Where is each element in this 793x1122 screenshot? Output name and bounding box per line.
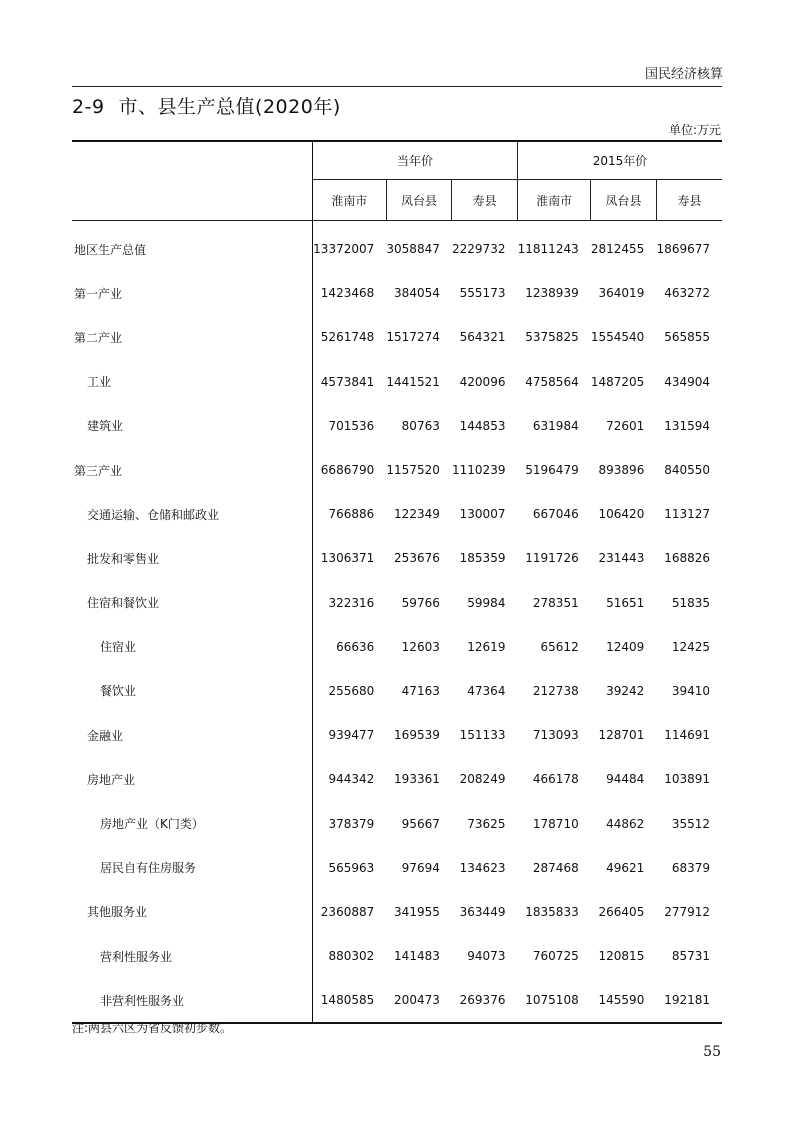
table-cell: 1157520 bbox=[386, 463, 440, 478]
table-row bbox=[72, 315, 722, 359]
column-header: 寿县 bbox=[452, 180, 518, 221]
footnote: 注:两县六区为省反馈初步数。 bbox=[72, 1021, 233, 1035]
table-cell: 47364 bbox=[467, 683, 506, 698]
table-cell: 103891 bbox=[664, 772, 710, 787]
table-row bbox=[72, 978, 722, 1023]
table-cell: 266405 bbox=[598, 904, 645, 919]
table-row bbox=[72, 581, 722, 625]
row-label: 批发和零售业 bbox=[72, 536, 313, 580]
table-row bbox=[72, 536, 722, 580]
table-cell: 253676 bbox=[394, 551, 440, 566]
table-cell: 151133 bbox=[459, 728, 506, 743]
table-cell: 192181 bbox=[656, 978, 722, 1023]
table-cell: 85731 bbox=[671, 949, 710, 964]
table-cell: 1869677 bbox=[656, 242, 710, 257]
table-cell: 278351 bbox=[532, 595, 579, 610]
table-cell: 555173 bbox=[459, 286, 506, 301]
row-label: 房地产业 bbox=[72, 757, 313, 801]
table-cell: 1480585 bbox=[313, 978, 387, 1023]
section-name: 国民经济核算 bbox=[644, 67, 723, 82]
table-cell: 565963 bbox=[328, 860, 375, 875]
row-label: 第一产业 bbox=[72, 271, 313, 315]
table-cell: 169539 bbox=[394, 728, 440, 743]
table-cell: 255680 bbox=[328, 683, 375, 698]
stub-header bbox=[72, 141, 313, 221]
table-cell: 378379 bbox=[328, 816, 375, 831]
table-cell: 893896 bbox=[598, 463, 645, 478]
table-cell: 363449 bbox=[459, 904, 506, 919]
unit-label: 单位:万元 bbox=[668, 123, 721, 137]
table-cell: 1835833 bbox=[525, 904, 579, 919]
table-cell: 5375825 bbox=[525, 330, 579, 345]
table-row bbox=[72, 221, 722, 272]
table-row bbox=[72, 801, 722, 845]
row-label: 地区生产总值 bbox=[72, 221, 313, 272]
column-header: 淮南市 bbox=[313, 180, 387, 221]
table-cell: 113127 bbox=[664, 507, 710, 522]
table-cell: 39242 bbox=[606, 683, 645, 698]
table-row bbox=[72, 713, 722, 757]
table-cell: 35512 bbox=[671, 816, 710, 831]
row-label: 非营利性服务业 bbox=[72, 978, 313, 1023]
table-cell: 4573841 bbox=[320, 374, 375, 389]
table-cell: 1423468 bbox=[320, 286, 375, 301]
table-cell: 12425 bbox=[671, 639, 710, 654]
table-cell: 12409 bbox=[606, 639, 645, 654]
column-header: 凤台县 bbox=[591, 180, 657, 221]
table-cell: 2812455 bbox=[590, 242, 645, 257]
table-cell: 145590 bbox=[591, 978, 657, 1023]
table-cell: 39410 bbox=[671, 683, 710, 698]
table-cell: 944342 bbox=[328, 772, 375, 787]
table-cell: 840550 bbox=[664, 463, 710, 478]
table-cell: 701536 bbox=[328, 418, 375, 433]
table-cell: 49621 bbox=[606, 860, 645, 875]
page-number: 55 bbox=[703, 1044, 721, 1060]
table-cell: 114691 bbox=[664, 728, 710, 743]
table-row bbox=[72, 890, 722, 934]
table-cell: 51835 bbox=[671, 595, 710, 610]
table-title-text: 市、县生产总值(2020年) bbox=[118, 96, 341, 118]
table-cell: 95667 bbox=[401, 816, 440, 831]
table-row bbox=[72, 934, 722, 978]
table-cell: 231443 bbox=[598, 551, 645, 566]
table-cell: 1191726 bbox=[525, 551, 579, 566]
table-cell: 44862 bbox=[606, 816, 645, 831]
table-cell: 2229732 bbox=[452, 242, 506, 257]
table-cell: 939477 bbox=[328, 728, 375, 743]
row-label: 其他服务业 bbox=[72, 890, 313, 934]
table-cell: 68379 bbox=[671, 860, 710, 875]
row-label: 金融业 bbox=[72, 713, 313, 757]
row-label: 餐饮业 bbox=[72, 669, 313, 713]
table-cell: 269376 bbox=[452, 978, 518, 1023]
table-cell: 1554540 bbox=[590, 330, 645, 345]
table-row bbox=[72, 448, 722, 492]
row-label: 交通运输、仓储和邮政业 bbox=[72, 492, 313, 536]
table-cell: 73625 bbox=[467, 816, 506, 831]
table-row bbox=[72, 846, 722, 890]
row-label: 住宿和餐饮业 bbox=[72, 581, 313, 625]
table-cell: 13372007 bbox=[313, 242, 375, 257]
table-cell: 287468 bbox=[532, 860, 579, 875]
table-cell: 12619 bbox=[467, 639, 506, 654]
column-header: 淮南市 bbox=[517, 180, 590, 221]
table-cell: 122349 bbox=[394, 507, 440, 522]
row-label: 第三产业 bbox=[72, 448, 313, 492]
table-cell: 94484 bbox=[606, 772, 645, 787]
row-label: 房地产业（K门类） bbox=[72, 801, 313, 845]
table-cell: 713093 bbox=[532, 728, 579, 743]
table-cell: 51651 bbox=[606, 595, 645, 610]
table-cell: 144853 bbox=[459, 418, 506, 433]
table-cell: 97694 bbox=[401, 860, 440, 875]
table-cell: 131594 bbox=[664, 418, 710, 433]
table-cell: 1306371 bbox=[320, 551, 375, 566]
table-cell: 565855 bbox=[664, 330, 710, 345]
table-cell: 1441521 bbox=[386, 374, 440, 389]
table-cell: 322316 bbox=[328, 595, 375, 610]
table-cell: 420096 bbox=[459, 374, 506, 389]
table-cell: 5261748 bbox=[320, 330, 375, 345]
row-label: 工业 bbox=[72, 360, 313, 404]
table-cell: 80763 bbox=[401, 418, 440, 433]
table-cell: 106420 bbox=[598, 507, 645, 522]
table-cell: 1075108 bbox=[517, 978, 590, 1023]
table-cell: 193361 bbox=[394, 772, 440, 787]
group-header-2015-price: 2015年价 bbox=[517, 141, 722, 180]
table-cell: 212738 bbox=[532, 683, 579, 698]
table-cell: 130007 bbox=[459, 507, 506, 522]
table-cell: 128701 bbox=[598, 728, 645, 743]
table-cell: 1238939 bbox=[525, 286, 579, 301]
table-cell: 880302 bbox=[328, 949, 375, 964]
table-cell: 200473 bbox=[386, 978, 452, 1023]
table-cell: 564321 bbox=[459, 330, 506, 345]
table-cell: 59766 bbox=[401, 595, 440, 610]
table-row bbox=[72, 625, 722, 669]
table-row bbox=[72, 492, 722, 536]
table-cell: 384054 bbox=[394, 286, 440, 301]
table-row bbox=[72, 757, 722, 801]
table-cell: 1487205 bbox=[590, 374, 645, 389]
table-cell: 168826 bbox=[664, 551, 710, 566]
table-cell: 3058847 bbox=[386, 242, 440, 257]
table-cell: 364019 bbox=[598, 286, 645, 301]
table-cell: 463272 bbox=[664, 286, 710, 301]
table-row bbox=[72, 669, 722, 713]
table-cell: 4758564 bbox=[525, 374, 579, 389]
table-cell: 72601 bbox=[606, 418, 645, 433]
table-cell: 12603 bbox=[401, 639, 440, 654]
column-header: 寿县 bbox=[656, 180, 722, 221]
table-cell: 277912 bbox=[664, 904, 710, 919]
table-cell: 2360887 bbox=[320, 904, 375, 919]
table-cell: 66636 bbox=[336, 639, 375, 654]
row-label: 第二产业 bbox=[72, 315, 313, 359]
table-row bbox=[72, 271, 722, 315]
table-cell: 65612 bbox=[540, 639, 579, 654]
table-cell: 141483 bbox=[394, 949, 440, 964]
header-rule bbox=[72, 86, 722, 87]
table-cell: 631984 bbox=[532, 418, 579, 433]
row-label: 居民自有住房服务 bbox=[72, 846, 313, 890]
table-cell: 134623 bbox=[459, 860, 506, 875]
table-cell: 760725 bbox=[532, 949, 579, 964]
row-label: 营利性服务业 bbox=[72, 934, 313, 978]
table-cell: 185359 bbox=[459, 551, 506, 566]
table-cell: 59984 bbox=[467, 595, 506, 610]
table-cell: 178710 bbox=[532, 816, 579, 831]
group-header-current-price: 当年价 bbox=[313, 141, 518, 180]
table-cell: 6686790 bbox=[320, 463, 375, 478]
table-cell: 11811243 bbox=[517, 242, 579, 257]
table-cell: 47163 bbox=[401, 683, 440, 698]
table-cell: 466178 bbox=[532, 772, 579, 787]
table-cell: 341955 bbox=[394, 904, 440, 919]
table-cell: 5196479 bbox=[525, 463, 579, 478]
table-cell: 94073 bbox=[467, 949, 506, 964]
gdp-table bbox=[72, 140, 722, 1024]
table-title bbox=[72, 92, 341, 119]
table-cell: 208249 bbox=[459, 772, 506, 787]
table-cell: 766886 bbox=[328, 507, 375, 522]
table-row bbox=[72, 404, 722, 448]
table-body bbox=[72, 221, 722, 1024]
column-header: 凤台县 bbox=[386, 180, 452, 221]
table-cell: 1517274 bbox=[386, 330, 440, 345]
table-cell: 667046 bbox=[532, 507, 579, 522]
row-label: 住宿业 bbox=[72, 625, 313, 669]
table-cell: 120815 bbox=[598, 949, 645, 964]
table-cell: 1110239 bbox=[452, 463, 506, 478]
table-cell: 434904 bbox=[664, 374, 710, 389]
row-label: 建筑业 bbox=[72, 404, 313, 448]
table-number: 2-9 bbox=[72, 96, 105, 118]
table-row bbox=[72, 360, 722, 404]
